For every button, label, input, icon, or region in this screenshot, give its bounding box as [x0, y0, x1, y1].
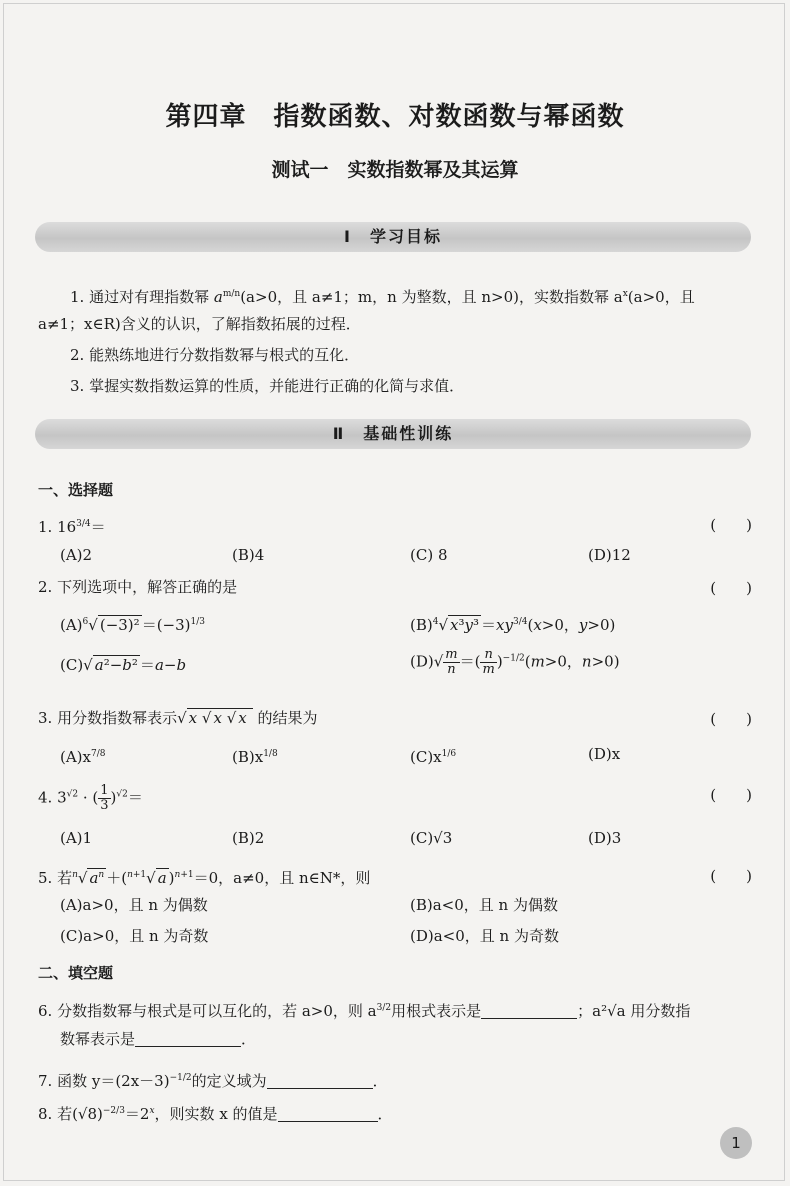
question-8: 8. 若$(√8)^{-2/3}=2^x$，则实数 x 的值是 ．: [38, 1105, 393, 1123]
answer-blank-7[interactable]: [267, 1073, 373, 1089]
q5-option-b: (B)a<0，且 n 为偶数: [410, 896, 558, 914]
answer-paren-4: ( ): [710, 786, 752, 804]
q2-option-d: (D)√ $\frac{m}{n}$ ＝( $\frac{n}{m}$ )$^{-1/2}$(m>0，n>0): [410, 647, 620, 677]
answer-paren-1: ( ): [710, 516, 752, 534]
choice-heading: 一、选择题: [38, 481, 114, 499]
q1-option-d: (D)12: [588, 546, 631, 564]
question-5: 5. 若$^n$√ $a^n +(^{n+1}√$ a )$^{n+1}$＝0，a≠0，且 n∈N*，则: [38, 869, 371, 887]
question-2: 2. 下列选项中，解答正确的是: [38, 578, 238, 596]
q3-option-c: $(C)x^{1/6}$: [410, 748, 457, 766]
question-6: 6. 分数指数幂与根式是可以互化的，若 a>0，则 $a^{3/2}$用根式表示是 ；a²√a 用分数指: [38, 1002, 691, 1020]
answer-blank-8[interactable]: [278, 1106, 378, 1122]
q4-option-c: (C)√3: [410, 829, 453, 847]
goal-1-line-2: a≠1；x∈R)含义的认识，了解指数拓展的过程．: [38, 315, 361, 333]
section-banner-goals: Ⅰ 学习目标: [35, 222, 751, 252]
q2-option-a: $(A)^6√$ $(-3)^2 =(-3)^{1/3}$: [60, 616, 205, 634]
question-6-line-2: 数幂表示是 ．: [60, 1030, 257, 1048]
answer-paren-3: ( ): [710, 710, 752, 728]
answer-paren-2: ( ): [710, 579, 752, 597]
q2-option-b: $(B)^4√$ $x^3y^3 =xy^{3/4}(x>0$，y>0): [410, 616, 616, 634]
q4-option-b: (B)2: [232, 829, 265, 847]
q3-option-a: $(A)x^{7/8}$: [60, 748, 106, 766]
q5-option-d: (D)a<0，且 n 为奇数: [410, 927, 559, 945]
question-4: 4. $3^{√2}$ · ( $\frac{1}{3}$ )$^{√2}$＝: [38, 783, 143, 813]
q1-option-b: (B)4: [232, 546, 265, 564]
test-title: 测试一 实数指数幂及其运算: [271, 159, 519, 181]
q3-option-b: $(B)x^{1/8}$: [232, 748, 278, 766]
fill-heading: 二、填空题: [38, 964, 114, 982]
q1-option-c: (C) 8: [410, 546, 448, 564]
section-banner-training: Ⅱ 基础性训练: [35, 419, 751, 449]
question-7: 7. 函数 $y=(2x-3)^{-1/2}$的定义域为 ．: [38, 1072, 388, 1090]
goal-3: 3. 掌握实数指数运算的性质，并能进行正确的化简与求值．: [70, 377, 465, 395]
answer-paren-5: ( ): [710, 867, 752, 885]
answer-blank-6b[interactable]: [135, 1031, 241, 1047]
answer-blank-6a[interactable]: [481, 1003, 577, 1019]
goal-1-line: 1. 通过对有理指数幂 $a^{m/n}(a>0$，且 a≠1；m，n 为整数，且 n>0)，实数指数幂 $a^x(a>0$，且: [70, 288, 695, 306]
goal-1-exp: m/n: [222, 289, 241, 299]
q5-option-c: (C)a>0，且 n 为奇数: [60, 927, 209, 945]
page-number-badge: 1: [720, 1127, 752, 1159]
question-3: 3. 用分数指数幂表示√ x √ x √ x 的结果为: [38, 709, 318, 727]
question-1: 1. $16^{3/4}=$: [38, 518, 106, 536]
chapter-title: 第四章 指数函数、对数函数与幂函数: [165, 102, 625, 132]
q4-option-d: (D)3: [588, 829, 622, 847]
q4-option-a: (A)1: [60, 829, 93, 847]
q3-option-d: (D)x: [588, 745, 621, 763]
goal-2: 2. 能熟练地进行分数指数幂与根式的互化．: [70, 346, 360, 364]
q5-option-a: (A)a>0，且 n 为偶数: [60, 896, 208, 914]
q2-option-c: (C)√ a²−b² ＝a−b: [60, 656, 187, 674]
q1-option-a: (A)2: [60, 546, 93, 564]
